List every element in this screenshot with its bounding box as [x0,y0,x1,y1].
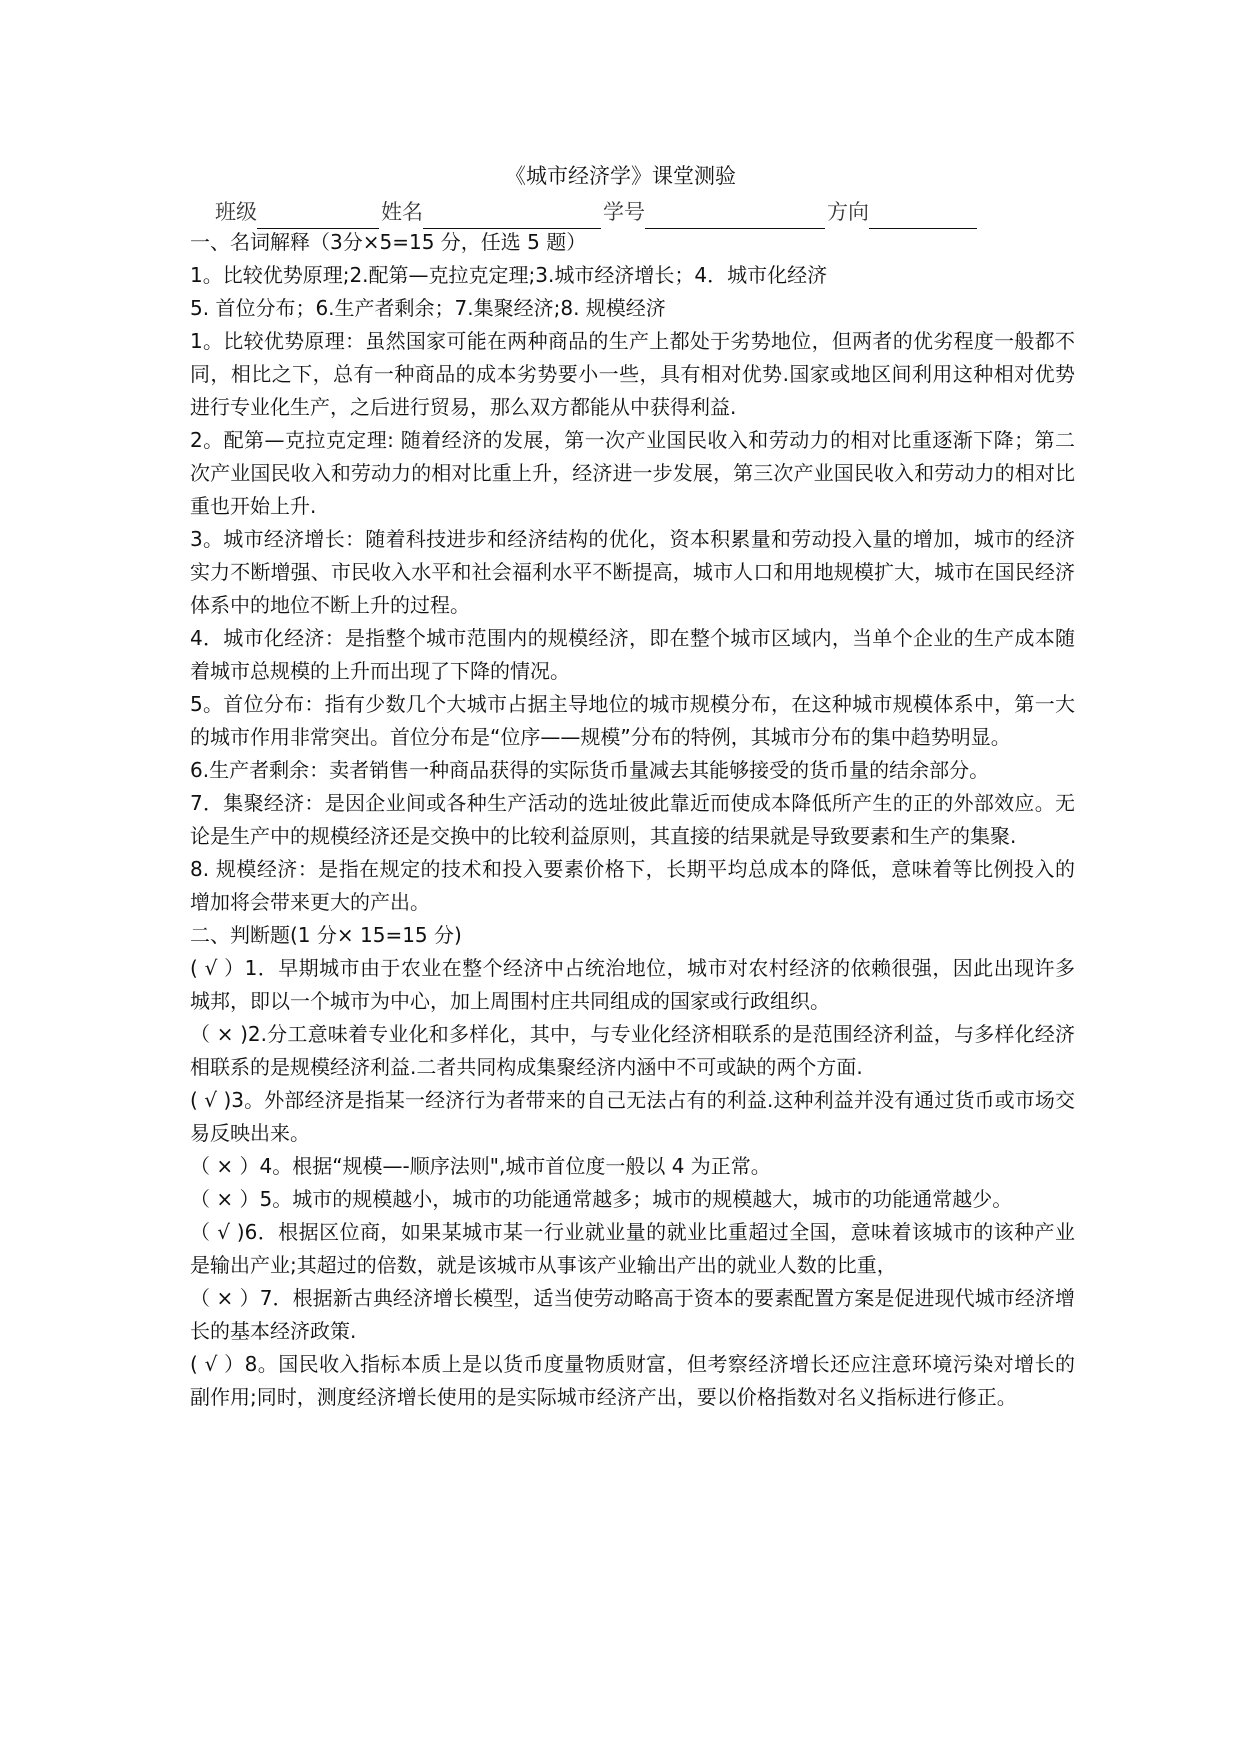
student-info-fields [215,196,979,229]
definition-answer: 3。城市经济增长：随着科技进步和经济结构的优化，资本积累量和劳动投入量的增加，城市的经济实力不断增强、市民收入水平和社会福利水平不断提高，城市人口和用地规模扩大，城市在国民经济体系中的地位不断上升的过程。 [190,527,1075,617]
major-label: 方向 [827,200,869,224]
section1-heading: 一、名词解释（3分×5=15 分，任选 5 题） [190,230,587,254]
definition-answer: 2。配第—克拉克定理: 随着经济的发展，第一次产业国民收入和劳动力的相对比重逐渐下降；第二次产业国民收入和劳动力的相对比重上升，经济进一步发展，第三次产业国民收入和劳动力的相对比重也开始上升. [190,428,1075,518]
class-label: 班级 [215,200,257,224]
definition-answer: 6.生产者剩余：卖者销售一种商品获得的实际货币量减去其能够接受的货币量的结余部分。 [190,758,990,782]
terms-list-line2: 5. 首位分布；6.生产者剩余；7.集聚经济;8. 规模经济 [190,296,666,320]
definition-answer: 4．城市化经济：是指整个城市范围内的规模经济，即在整个城市区域内，当单个企业的生产成本随着城市总规模的上升而出现了下降的情况。 [190,626,1075,683]
true-false-item: ( √ ）1．早期城市由于农业在整个经济中占统治地位，城市对农村经济的依赖很强，因此出现许多城邦，即以一个城市为中心，加上周围村庄共同组成的国家或行政组织。 [190,956,1075,1013]
true-false-item: （ × )2.分工意味着专业化和多样化，其中，与专业化经济相联系的是范围经济利益，与多样化经济相联系的是规模经济利益.二者共同构成集聚经济内涵中不可或缺的两个方面. [190,1022,1075,1079]
true-false-item: ( √ ）8。国民收入指标本质上是以货币度量物质财富，但考察经济增长还应注意环境污染对增长的副作用;同时，测度经济增长使用的是实际城市经济产出，要以价格指数对名义指标进行修正。 [190,1352,1075,1409]
terms-list-line1: 1。比较优势原理;2.配第—克拉克定理;3.城市经济增长；4．城市化经济 [190,263,828,287]
definition-answer: 1。比较优势原理：虽然国家可能在两种商品的生产上都处于劣势地位，但两者的优劣程度一般都不同，相比之下，总有一种商品的成本劣势要小一些，具有相对优势.国家或地区间利用这种相对优势进行专业化生产，之后进行贸易，那么双方都能从中获得利益. [190,329,1075,419]
true-false-item: （ × ）5。城市的规模越小，城市的功能通常越多；城市的规模越大，城市的功能通常越少。 [190,1187,1013,1211]
true-false-item: （ × ）7．根据新古典经济增长模型，适当使劳动略高于资本的要素配置方案是促进现代城市经济增长的基本经济政策. [190,1286,1075,1343]
name-label: 姓名 [381,200,423,224]
section2-heading: 二、判断题(1 分× 15=15 分) [190,923,462,947]
student-id-label: 学号 [603,200,645,224]
definition-answer: 8. 规模经济：是指在规定的技术和投入要素价格下，长期平均总成本的降低，意味着等比例投入的增加将会带来更大的产出。 [190,857,1075,914]
definition-answer: 5。首位分布：指有少数几个大城市占据主导地位的城市规模分布，在这种城市规模体系中，第一大的城市作用非常突出。首位分布是“位序——规模”分布的特例，其城市分布的集中趋势明显。 [190,692,1075,749]
page-title: 《城市经济学》课堂测验 [505,164,736,188]
quiz-content [190,226,1075,1414]
true-false-item: （ √ )6．根据区位商，如果某城市某一行业就业量的就业比重超过全国，意味着该城市的该种产业是输出产业;其超过的倍数，就是该城市从事该产业输出产出的就业人数的比重， [190,1220,1075,1277]
true-false-item: ( √ )3。外部经济是指某一经济行为者带来的自己无法占有的利益.这种利益并没有通过货币或市场交易反映出来。 [190,1088,1075,1145]
definition-answer: 7．集聚经济：是因企业间或各种生产活动的选址彼此靠近而使成本降低所产生的正的外部效应。无论是生产中的规模经济还是交换中的比较利益原则，其直接的结果就是导致要素和生产的集聚. [190,791,1075,848]
true-false-item: （ × ）4。根据“规模—-顺序法则",城市首位度一般以 4 为正常。 [190,1154,771,1178]
